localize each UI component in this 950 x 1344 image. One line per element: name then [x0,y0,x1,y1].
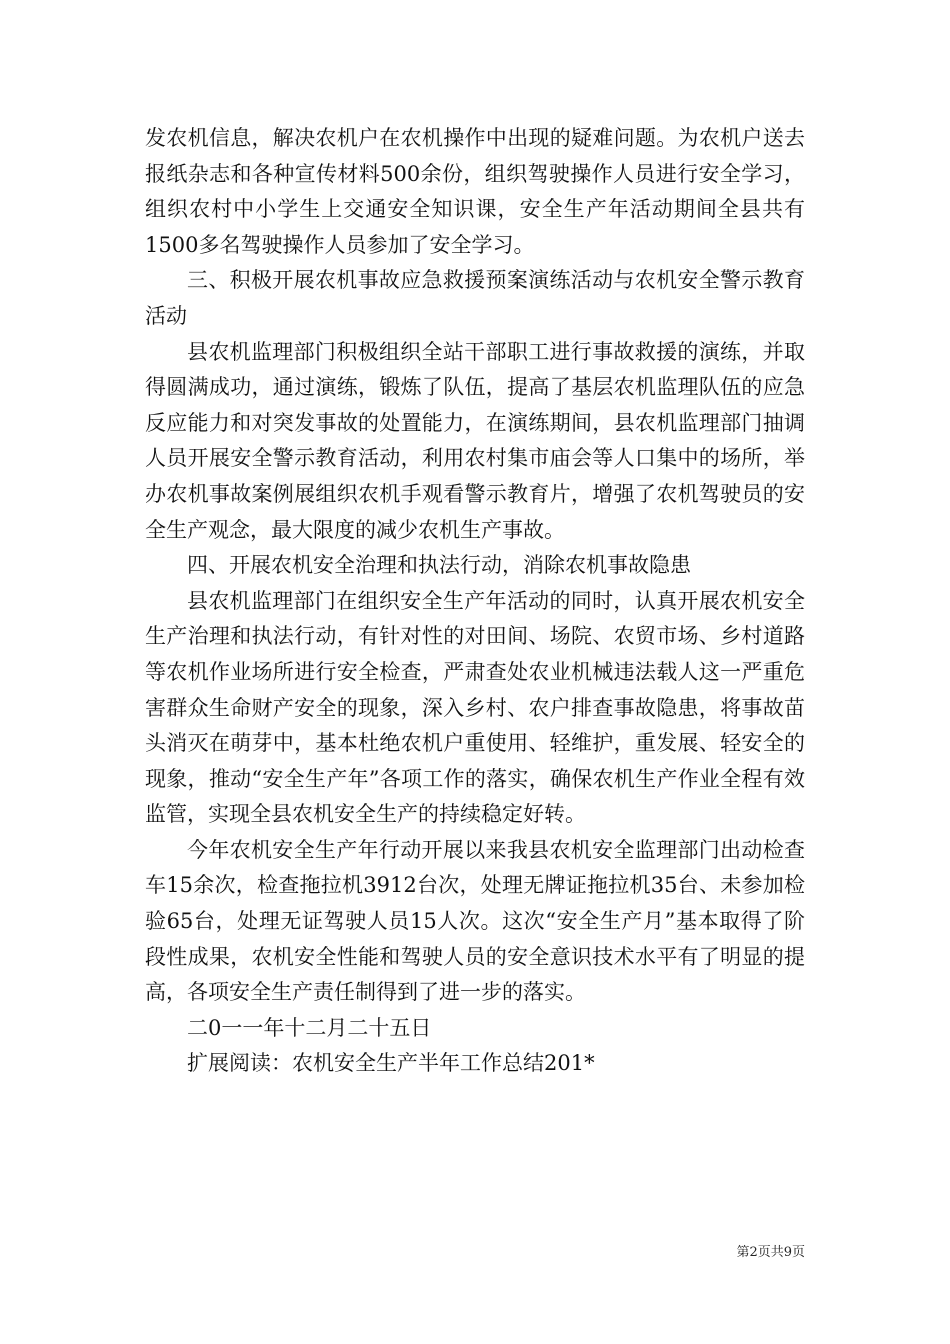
section-heading-3: 三、积极开展农机事故应急救援预案演练活动与农机安全警示教育活动 [145,268,805,328]
extended-reading-title: 扩展阅读：农机安全生产半年工作总结201* [187,1051,595,1076]
paragraph-enforcement: 县农机监理部门在组织安全生产年活动的同时，认真开展农机安全生产治理和执法行动，有针对性的对田间、场院、农贸市场、乡村道路等农机作业场所进行安全检查，严肃查处农业机械违法载人这一严重危害群众生命财产安全的现象，深入乡村、农户排查事故隐患，将事故苗头消灭在萌芽中，基本杜绝农机户重使用、轻维护，重发展、轻安全的现象，推动“安全生产年”各项工作的落实，确保农机生产作业全程有效监管，实现全县农机安全生产的持续稳定好转。 [145,588,805,827]
paragraph-continued: 发农机信息，解决农机户在农机操作中出现的疑难问题。为农机户送去报纸杂志和各种宣传材料500余份，组织驾驶操作人员进行安全学习，组织农村中小学生上交通安全知识课，安全生产年活动期间全县共有1500多名驾驶操作人员参加了安全学习。 [145,126,805,257]
page-number: 第2页共9页 [736,1245,805,1260]
paragraph-drill: 县农机监理部门积极组织全站干部职工进行事故救援的演练，并取得圆满成功，通过演练，锻炼了队伍，提高了基层农机监理队伍的应急反应能力和对突发事故的处置能力，在演练期间，县农机监理部门抽调人员开展安全警示教育活动，利用农村集市庙会等人口集中的场所，举办农机事故案例展组织农机手观看警示教育片，增强了农机驾驶员的安全生产观念，最大限度的减少农机生产事故。 [145,339,805,542]
paragraph-results: 今年农机安全生产年行动开展以来我县农机安全监理部门出动检查车15余次，检查拖拉机3912台次，处理无牌证拖拉机35台、未参加检验65台，处理无证驾驶人员15人次。这次“安全生产月”基本取得了阶段性成果，农机安全性能和驾驶人员的安全意识技术水平有了明显的提高，各项安全生产责任制得到了进一步的落实。 [145,837,805,1005]
document-body [145,121,805,1082]
document-date: 二0一一年十二月二十五日 [187,1015,432,1040]
section-heading-4: 四、开展农机安全治理和执法行动，消除农机事故隐患 [187,553,691,578]
